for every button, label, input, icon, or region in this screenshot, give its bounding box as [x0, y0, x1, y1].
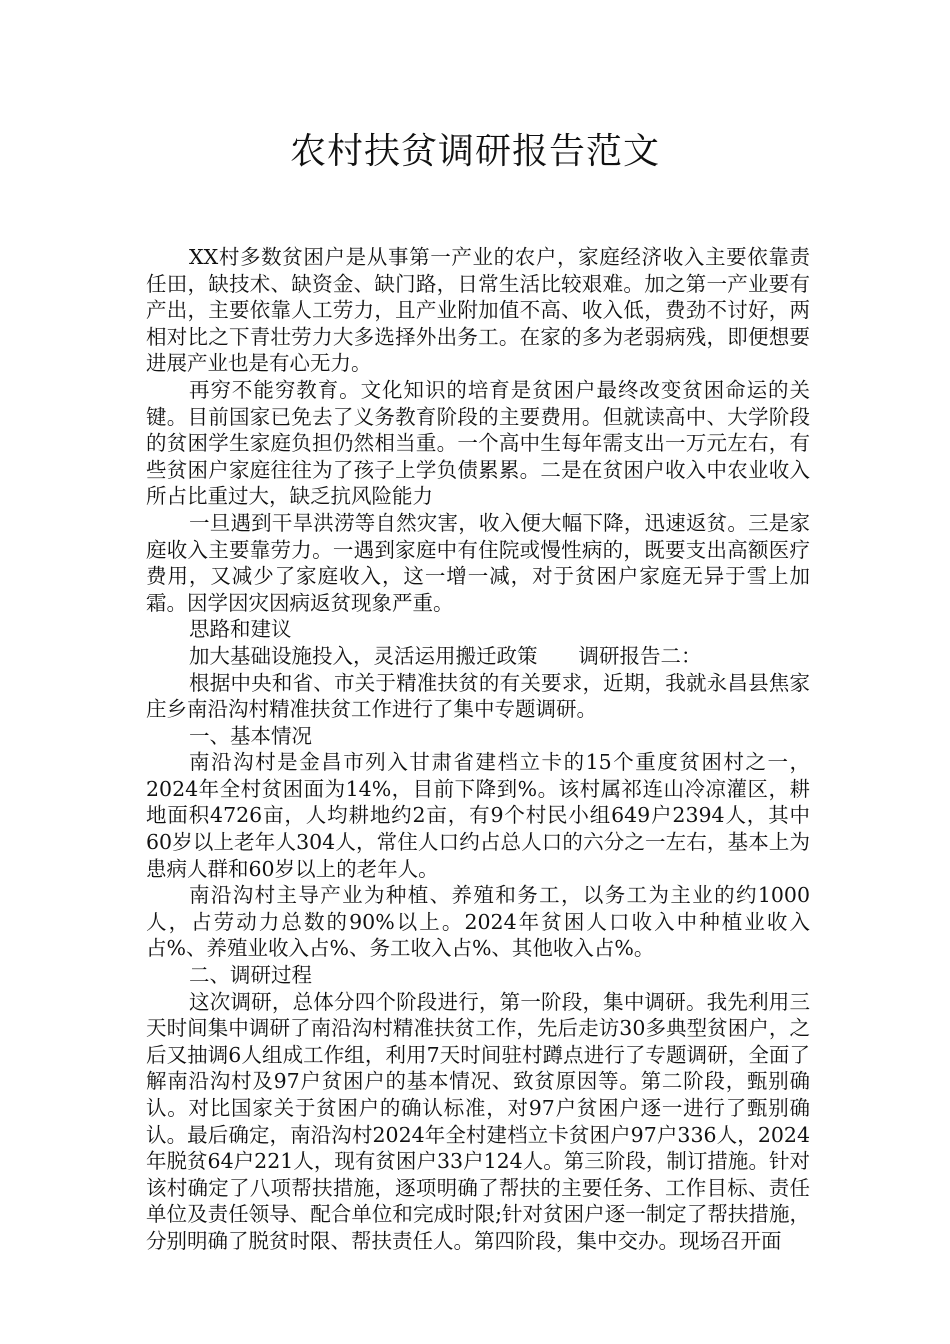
- paragraph-8: 南沿沟村是金昌市列入甘肃省建档立卡的15个重度贫困村之一，2024年全村贫困面为14%，目前下降到%。该村属祁连山冷凉灌区，耕地面积4726亩，人均耕地约2亩，有9个村民小组649户2394人，其中60岁以上老年人304人，常住人口约占总人口的六分之一左右，基本上为患病人群和60岁以上的老年人。: [146, 750, 810, 881]
- section-heading-process: 二、调研过程: [189, 963, 313, 988]
- paragraph-3: 一旦遇到干旱洪涝等自然灾害，收入便大幅下降，迅速返贫。三是家庭收入主要靠劳力。一遇到家庭中有住院或慢性病的，既要支出高额医疗费用，又减少了家庭收入，这一增一减，对于贫困户家庭无异于雪上加霜。因学因灾因病返贫现象严重。: [146, 510, 810, 615]
- paragraph-2: 再穷不能穷教育。文化知识的培育是贫困户最终改变贫困命运的关键。目前国家已免去了义务教育阶段的主要费用。但就读高中、大学阶段的贫困学生家庭负担仍然相当重。一个高中生每年需支出一万元左右，有些贫困户家庭往往为了孩子上学负债累累。二是在贫困户收入中农业收入所占比重过大，缺乏抗风险能力: [146, 377, 810, 509]
- paragraph-6: 根据中央和省、市关于精准扶贫的有关要求，近期，我就永昌县焦家庄乡南沿沟村精准扶贫工作进行了集中专题调研。: [146, 670, 810, 722]
- document-body: [146, 244, 810, 1255]
- document-title: 农村扶贫调研报告范文: [289, 131, 660, 172]
- section-heading-basic: 一、基本情况: [189, 723, 313, 748]
- paragraph-9: 南沿沟村主导产业为种植、养殖和务工，以务工为主业的约1000人，占劳动力总数的90%以上。2024年贫困人口收入中种植业收入占%、养殖业收入占%、务工收入占%、其他收入占%。: [146, 883, 810, 961]
- paragraph-1: XX村多数贫困户是从事第一产业的农户，家庭经济收入主要依靠责任田，缺技术、缺资金、缺门路，日常生活比较艰难。加之第一产业要有产出，主要依靠人工劳力，且产业附加值不高、收入低，费劲不讨好，两相对比之下青壮劳力大多选择外出务工。在家的多为老弱病残，即便想要进展产业也是有心无力。: [146, 245, 810, 376]
- paragraph-5: 加大基础设施投入，灵活运用搬迁政策 调研报告二：: [189, 643, 702, 668]
- paragraph-11: 这次调研，总体分四个阶段进行，第一阶段，集中调研。我先利用三天时间集中调研了南沿沟村精准扶贫工作，先后走访30多典型贫困户，之后又抽调6人组成工作组，利用7天时间驻村蹲点进行了专题调研，全面了解南沿沟村及97户贫困户的基本情况、致贫原因等。第二阶段，甄别确认。对比国家关于贫困户的确认标准，对97户贫困户逐一进行了甄别确认。最后确定，南沿沟村2024年全村建档立卡贫困户97户336人，2024年脱贫64户221人，现有贫困户33户124人。第三阶段，制订措施。针对该村确定了八项帮扶措施，逐项明确了帮扶的主要任务、工作目标、责任单位及责任领导、配合单位和完成时限;针对贫困户逐一制定了帮扶措施，分别明确了脱贫时限、帮扶责任人。第四阶段，集中交办。现场召开面: [146, 989, 810, 1253]
- section-heading-ideas: 思路和建议: [189, 617, 292, 642]
